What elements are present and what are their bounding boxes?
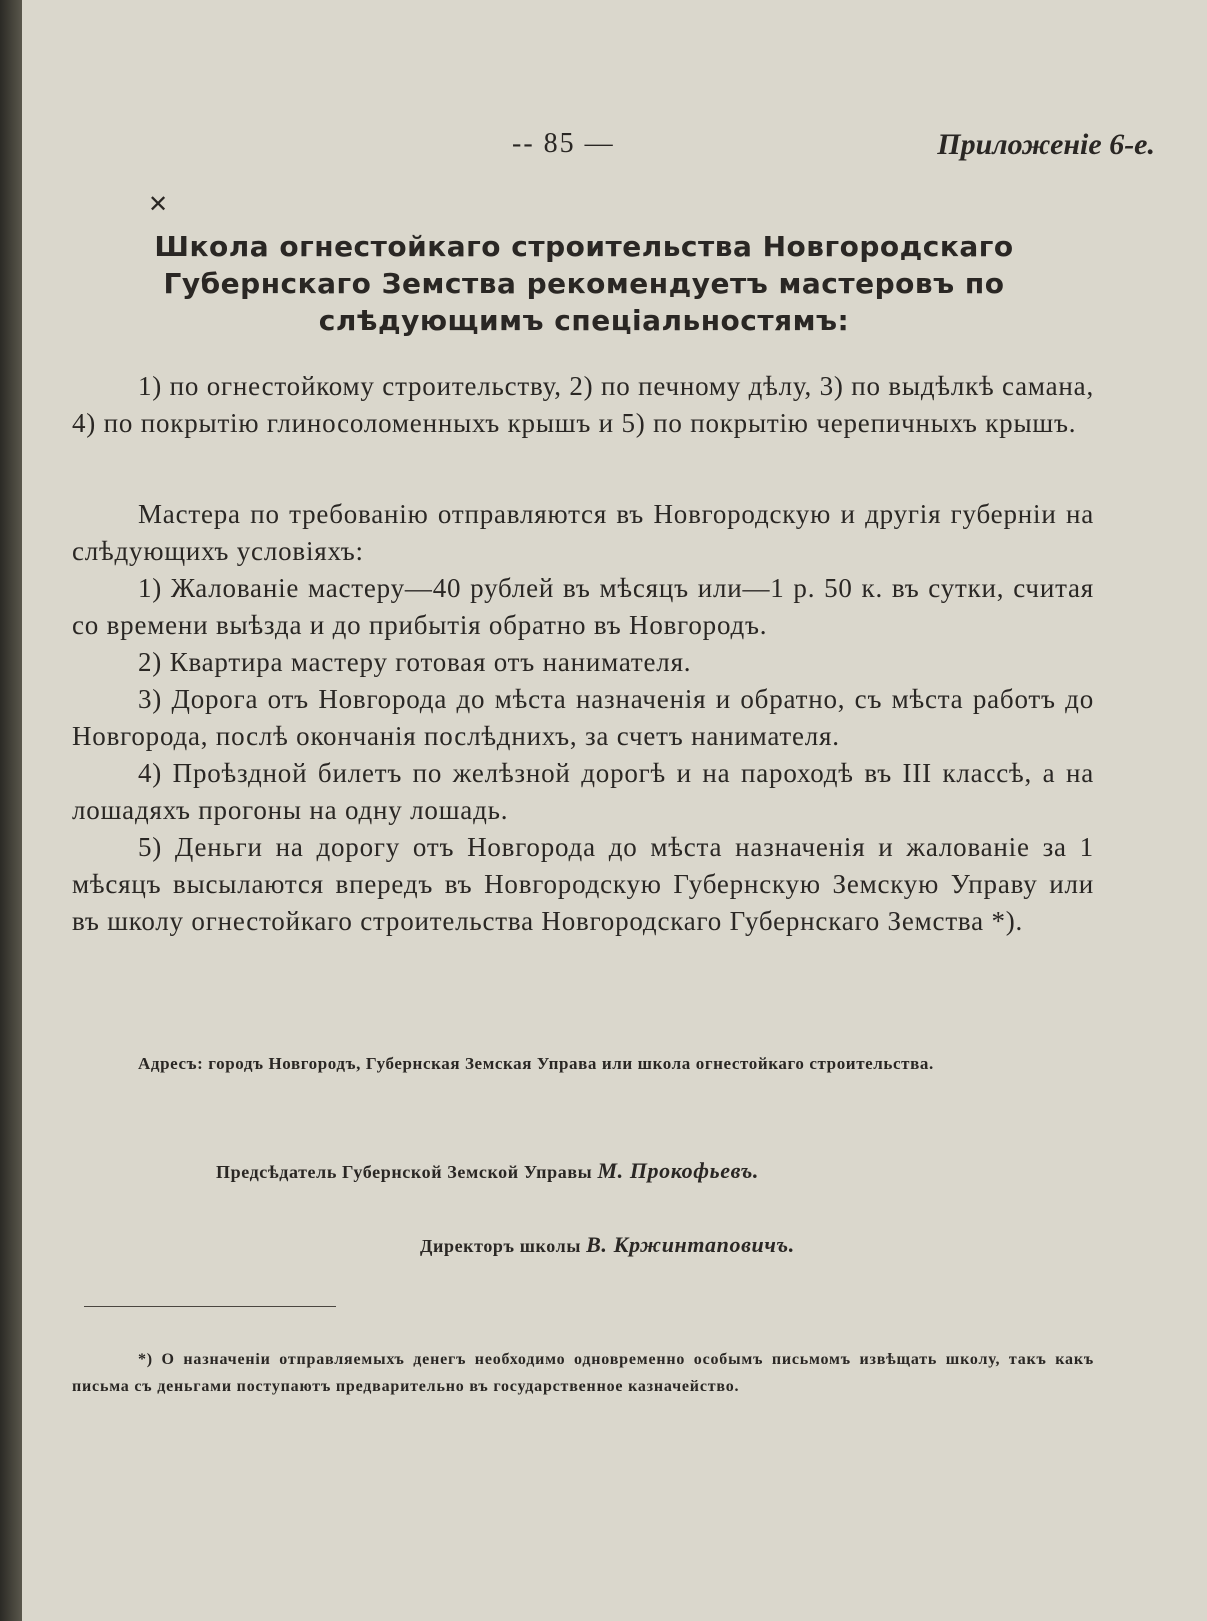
condition-item: 3) Дорога отъ Новгорода до мѣста назначенія и обратно, съ мѣста работъ до Новгорода, послѣ окончанія послѣднихъ, за счетъ нанимателя. (72, 684, 1094, 751)
condition-item: 1) Жалованіе мастеру—40 рублей въ мѣсяцъ или—1 р. 50 к. въ сутки, считая со времени выѣзда и до прибытія обратно въ Новгородъ. (72, 573, 1094, 640)
page-number: -- 85 — (512, 128, 615, 159)
dispatch-paragraph (72, 496, 1094, 570)
chairman-signature (216, 1158, 759, 1184)
director-title: Директоръ школы (420, 1236, 581, 1256)
book-spine (0, 0, 22, 1621)
condition-item: 4) Проѣздной билетъ по желѣзной дорогѣ и на пароходѣ въ III классѣ, а на лошадяхъ прогоны на одну лошадь. (72, 758, 1095, 825)
appendix-label: Приложеніе 6-е. (937, 128, 1155, 161)
condition-item: 5) Деньги на дорогу отъ Новгорода до мѣста назначенія и жалованіе за 1 мѣсяцъ высылаются впередъ въ Новгородскую Губернскую Земскую Управу или въ школу огнестойкаго строительства Новгородскаго Губернскаго Земства *). (72, 832, 1094, 936)
dispatch-text: Мастера по требованію отправляются въ Новгородскую и другія губерніи на слѣдующихъ условіяхъ: (72, 499, 1094, 566)
condition-item: 2) Квартира мастеру готовая отъ нанимателя. (138, 647, 692, 677)
pencil-mark-icon: ✕ (148, 191, 169, 218)
page-title: Школа огнестойкаго строительства Новгородскаго Губернскаго Земства рекомендуетъ мастеровъ по слѣдующимъ спеціальностямъ: (154, 230, 1014, 337)
conditions-list (72, 570, 1094, 940)
document-page (22, 0, 1207, 1621)
chairman-name: М. Прокофьевъ. (597, 1158, 760, 1183)
chairman-title: Предсѣдатель Губернской Земской Управы (216, 1162, 593, 1182)
director-signature (420, 1232, 795, 1258)
footnote: *) О назначеніи отправляемыхъ денегъ необходимо одновременно особымъ письмомъ извѣщать школу, такъ какъ письма съ деньгами поступаютъ предварительно въ государственное казначейство. (72, 1351, 1094, 1395)
specialties-text: 1) по огнестойкому строительству, 2) по печному дѣлу, 3) по выдѣлкѣ самана, 4) по покрытію глиносоломенныхъ крышъ и 5) по покрытію черепичныхъ крышъ. (72, 371, 1094, 438)
footnote-divider (84, 1306, 336, 1307)
address-line: Адресъ: городъ Новгородъ, Губернская Земская Управа или школа огнестойкаго строительства. (138, 1054, 934, 1073)
specialties-paragraph (72, 368, 1094, 442)
director-name: В. Кржинтаповичъ. (586, 1232, 795, 1257)
